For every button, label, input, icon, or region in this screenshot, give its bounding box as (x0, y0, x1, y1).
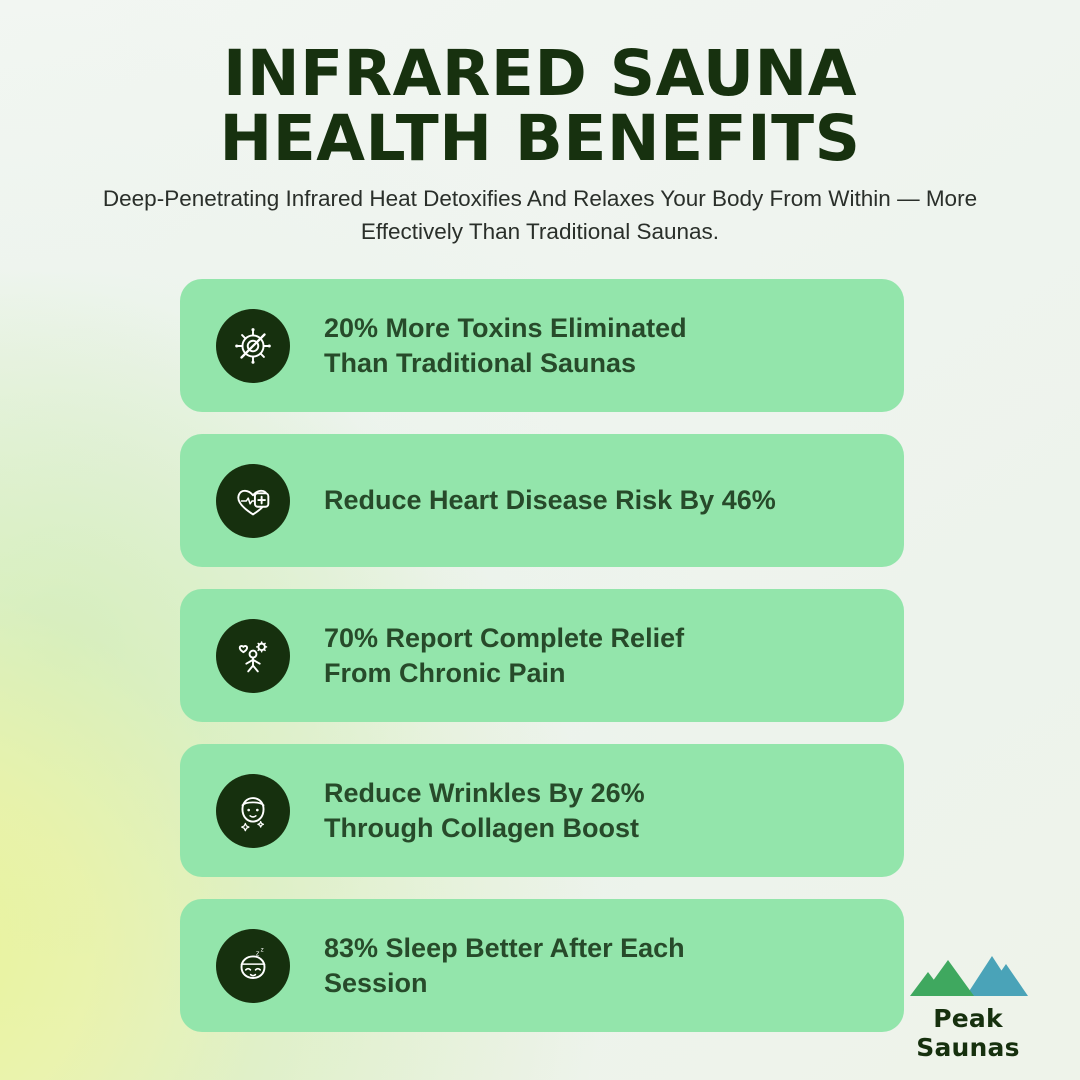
benefit-item-pain-relief (180, 589, 904, 722)
benefit-text-line-1: Reduce Wrinkles By 26% (324, 777, 645, 808)
benefit-text (324, 483, 776, 518)
person-relief-icon (216, 619, 290, 693)
benefits-list (180, 279, 904, 1054)
heart-medical-cross-icon (216, 464, 290, 538)
benefit-text-line-2: Through Collagen Boost (324, 812, 639, 843)
benefit-item-toxins (180, 279, 904, 412)
virus-blocked-icon (216, 309, 290, 383)
benefit-text-line-2: Than Traditional Saunas (324, 347, 637, 378)
benefit-text-line-1: 83% Sleep Better After Each (324, 932, 685, 963)
benefit-item-wrinkles (180, 744, 904, 877)
benefit-text-line-1: 70% Report Complete Relief (324, 622, 685, 653)
benefit-item-sleep (180, 899, 904, 1032)
benefit-item-heart (180, 434, 904, 567)
benefit-text (324, 621, 684, 690)
svg-text:z: z (255, 948, 260, 957)
benefit-text (324, 311, 687, 380)
benefit-text-line-1: 20% More Toxins Eliminated (324, 312, 687, 343)
benefit-text-line-1: Reduce Heart Disease Risk By 46% (324, 485, 776, 516)
title-line-2: HEALTH BENEFITS (219, 101, 861, 175)
page-subtitle: Deep-Penetrating Infrared Heat Detoxifies And Relaxes Your Body From Within — More Effectively Than Traditional Saunas. (102, 186, 978, 244)
benefit-text-line-2: From Chronic Pain (324, 657, 566, 688)
title-line-1: INFRARED SAUNA (222, 37, 858, 110)
face-skincare-icon (216, 774, 290, 848)
mountain-peaks-icon (888, 946, 1048, 1002)
brand-name: Peak Saunas (916, 1004, 1020, 1062)
brand-logo (878, 946, 1058, 1062)
svg-text:z: z (260, 947, 264, 954)
benefit-text (324, 931, 685, 1000)
benefit-text-line-2: Session (324, 967, 428, 998)
benefit-text (324, 776, 645, 845)
page-title (0, 37, 1080, 175)
sleeping-face-icon (216, 929, 290, 1003)
